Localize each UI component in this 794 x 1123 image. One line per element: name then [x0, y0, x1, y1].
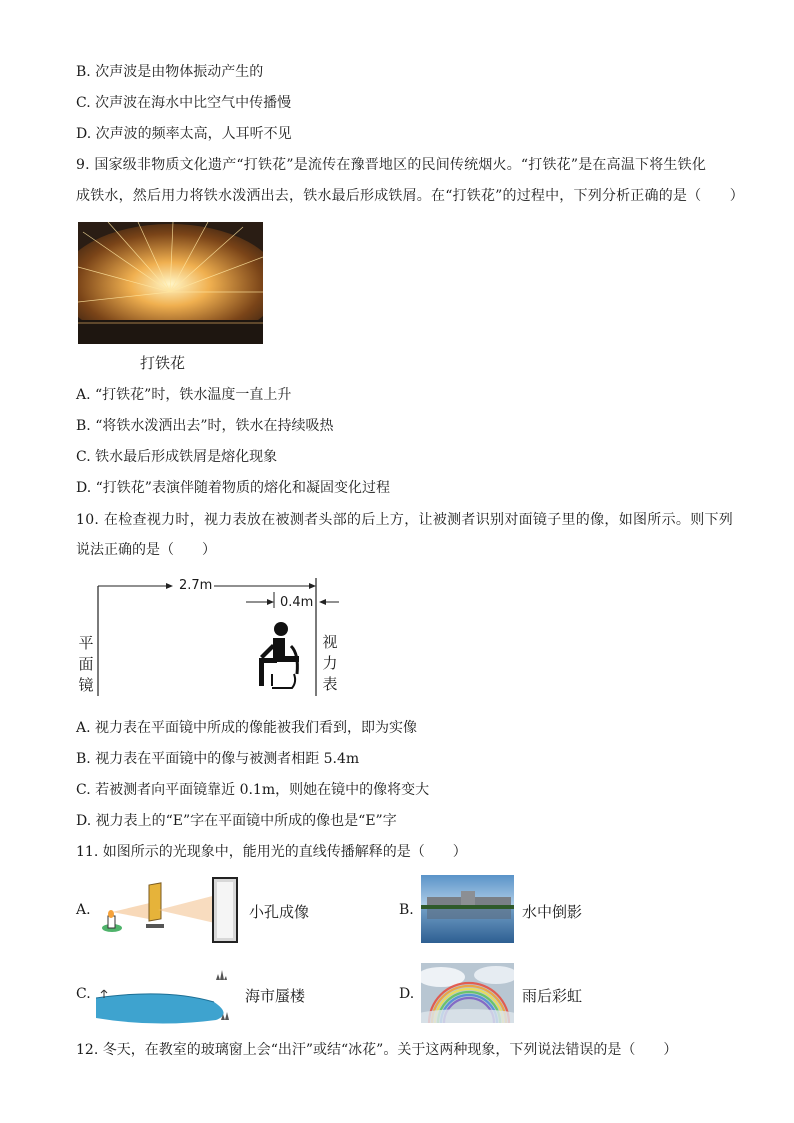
q11-option-a-letter: A.	[76, 902, 91, 918]
q10-stem-line2: 说法正确的是（ ）	[76, 542, 216, 558]
q9-stem-line1: 9. 国家级非物质文化遗产“打铁花”是流传在豫晋地区的民间传统烟火。“打铁花”是在高温下将生铁化	[76, 157, 707, 173]
q9-option-a: A. “打铁花”时，铁水温度一直上升	[76, 387, 292, 403]
q11-option-d-letter: D.	[399, 986, 415, 1002]
q10-option-a: A. 视力表在平面镜中所成的像能被我们看到，即为实像	[76, 720, 418, 736]
q11-option-c-caption: 海市蜃楼	[245, 987, 306, 1005]
q10-option-c: C. 若被测者向平面镜靠近 0.1m，则她在镜中的像将变大	[76, 782, 430, 798]
q10-chart-distance-label: 0.4m	[280, 595, 314, 610]
q11-option-b-caption: 水中倒影	[522, 903, 583, 921]
q11-option-c-mirage-image	[96, 962, 236, 1024]
seated-person-icon	[259, 622, 299, 688]
q8-option-b: B. 次声波是由物体振动产生的	[76, 64, 264, 80]
q11-option-d-caption: 雨后彩虹	[522, 987, 583, 1005]
q10-option-d: D. 视力表上的“E”字在平面镜中所成的像也是“E”字	[76, 813, 397, 829]
q9-photo-iron-sparks	[78, 222, 263, 344]
q11-stem: 11. 如图所示的光现象中，能用光的直线传播解释的是（ ）	[76, 844, 467, 860]
q9-stem-line2: 成铁水，然后用力将铁水泼洒出去，铁水最后形成铁屑。在“打铁花”的过程中，下列分析正确的是（ ）	[76, 188, 744, 204]
q10-mirror-label: 平 面 镜	[78, 634, 94, 694]
q10-eye-chart-diagram	[76, 574, 356, 700]
q9-option-b: B. “将铁水泼洒出去”时，铁水在持续吸热	[76, 418, 334, 434]
q11-option-a-pinhole-image	[98, 874, 243, 944]
q11-option-d-rainbow-photo	[421, 963, 514, 1023]
q9-option-c: C. 铁水最后形成铁屑是熔化现象	[76, 449, 278, 465]
q11-option-c-letter: C.	[76, 986, 91, 1002]
q12-stem: 12. 冬天，在教室的玻璃窗上会“出汗”或结“冰花”。关于这两种现象，下列说法错误的是（ ）	[76, 1042, 678, 1058]
q8-option-d: D. 次声波的频率太高，人耳听不见	[76, 126, 292, 142]
q10-chart-label: 视 力 表	[322, 633, 338, 693]
q9-image-caption: 打铁花	[140, 354, 186, 372]
q8-option-c: C. 次声波在海水中比空气中传播慢	[76, 95, 292, 111]
q9-option-d: D. “打铁花”表演伴随着物质的熔化和凝固变化过程	[76, 480, 390, 496]
q11-option-a-caption: 小孔成像	[249, 903, 310, 921]
q10-total-distance-label: 2.7m	[179, 578, 213, 593]
q10-stem-line1: 10. 在检查视力时，视力表放在被测者头部的后上方，让被测者识别对面镜子里的像，如图所示。则下列	[76, 512, 734, 528]
q10-option-b: B. 视力表在平面镜中的像与被测者相距 5.4m	[76, 751, 360, 767]
q11-option-b-reflection-photo	[421, 875, 514, 943]
q11-option-b-letter: B.	[399, 902, 414, 918]
